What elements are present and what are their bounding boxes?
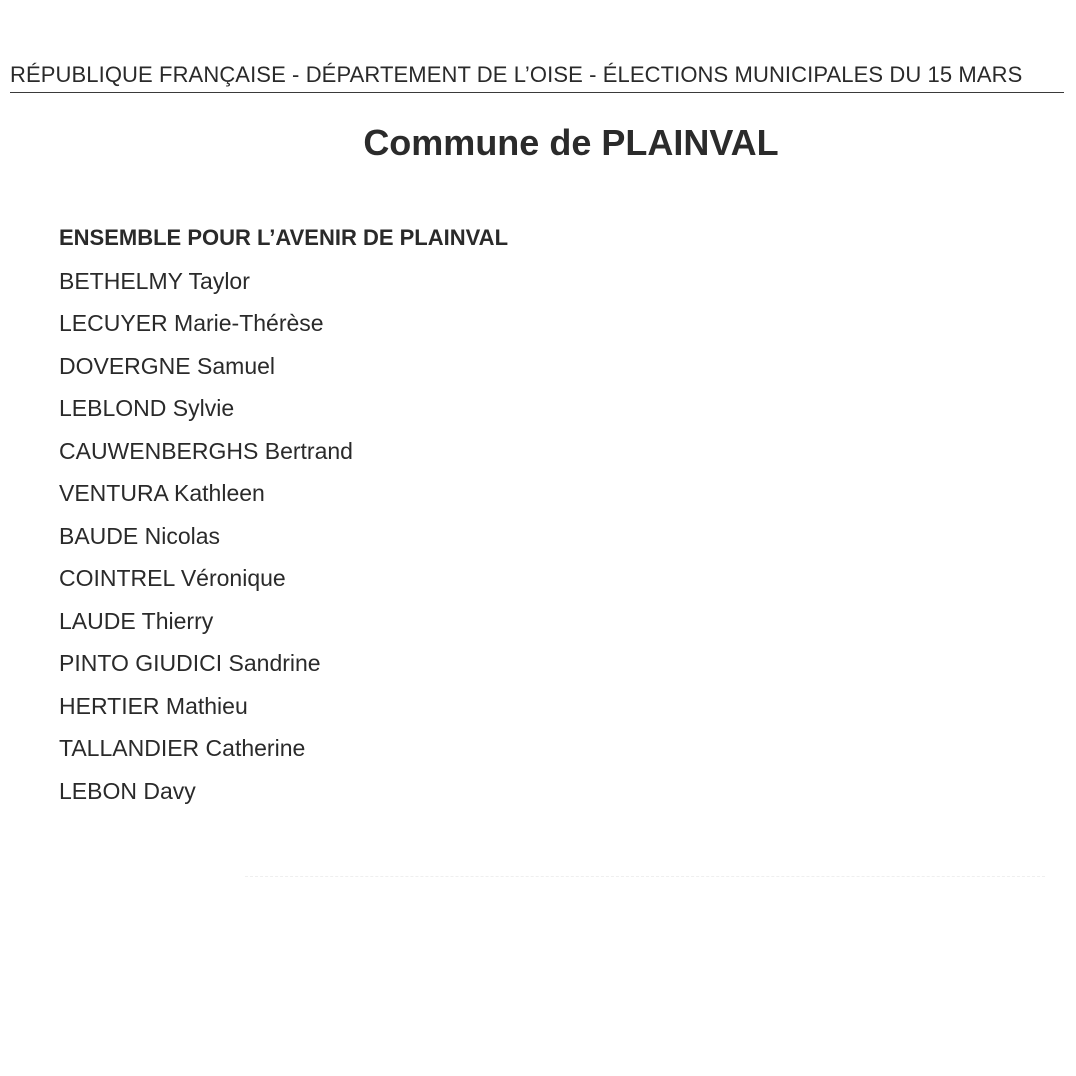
candidate-name: BAUDE Nicolas bbox=[59, 522, 221, 549]
candidate-name: BETHELMY Taylor bbox=[59, 267, 250, 294]
candidate-name: COINTREL Véronique bbox=[59, 565, 286, 591]
candidate-name: LAUDE Thierry bbox=[59, 607, 214, 634]
candidate-name: LECUYER Marie-Thérèse bbox=[59, 310, 324, 336]
commune-title: Commune de PLAINVAL bbox=[363, 122, 779, 163]
candidate-name: TALLANDIER Catherine bbox=[59, 735, 306, 761]
candidate-name: DOVERGNE Samuel bbox=[59, 352, 276, 379]
candidate-name: LEBON Davy bbox=[59, 777, 196, 804]
candidate-name: PINTO GIUDICI Sandrine bbox=[59, 650, 321, 676]
candidate-name: HERTIER Mathieu bbox=[59, 692, 248, 719]
document-header: RÉPUBLIQUE FRANÇAISE - DÉPARTEMENT DE L’OISE - ÉLECTIONS MUNICIPALES DU 15 MARS bbox=[10, 62, 1064, 93]
list-name: ENSEMBLE POUR L’AVENIR DE PLAINVAL bbox=[59, 225, 509, 250]
candidate-name: LEBLOND Sylvie bbox=[59, 395, 235, 421]
scan-artifact-line bbox=[245, 876, 1045, 877]
candidate-list bbox=[59, 217, 508, 812]
candidate-name: CAUWENBERGHS Bertrand bbox=[59, 437, 353, 464]
candidate-name: VENTURA Kathleen bbox=[59, 480, 265, 506]
